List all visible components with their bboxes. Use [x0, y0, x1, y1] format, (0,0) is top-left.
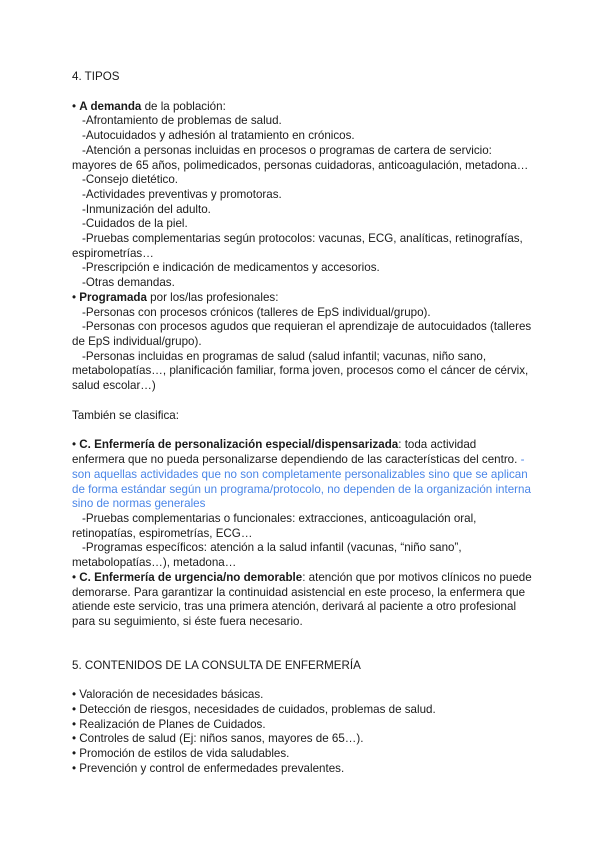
urgencia-paragraph — [72, 571, 532, 630]
document-page — [72, 70, 532, 777]
especial-paragraph — [72, 438, 532, 512]
contenido-item: • Detección de riesgos, necesidades de cuidados, problemas de salud. — [72, 703, 436, 717]
tambien-clasifica: También se clasifica: — [72, 408, 179, 422]
section-5-title: 5. CONTENIDOS DE LA CONSULTA DE ENFERMERÍA — [72, 658, 361, 672]
programada-heading — [72, 291, 532, 306]
demanda-bold: A demanda — [79, 99, 142, 113]
especial-note: -son aquellas actividades que no son completamente personalizables sino que se aplican de forma estándar según un programa/protocolo, no dependen de la organización interna sino de normas generales — [72, 453, 531, 511]
programada-item: -Personas incluidas en programas de salud (salud infantil; vacunas, niño sano, metabolopatías…, planificación familiar, forma joven, procesos como el cáncer de cérvix, salud escolar…) — [72, 349, 529, 393]
especial-bold: C. Enfermería de personalización especial/dispensarizada — [79, 438, 399, 452]
demanda-item: -Prescripción e indicación de medicamentos y accesorios. — [82, 261, 380, 275]
contenido-item: • Prevención y control de enfermedades prevalentes. — [72, 761, 345, 775]
especial-item: -Programas específicos: atención a la salud infantil (vacunas, “niño sano”, metabolopatías…), metadona… — [72, 541, 462, 570]
programada-bold: Programada — [79, 290, 147, 304]
demanda-item: -Inmunización del adulto. — [82, 202, 211, 216]
especial-item: -Pruebas complementarias o funcionales: extracciones, anticoagulación oral, retinopatías, espirometrías, ECG… — [72, 511, 477, 540]
demanda-item: -Actividades preventivas y promotoras. — [82, 187, 282, 201]
demanda-item: -Autocuidados y adhesión al tratamiento en crónicos. — [82, 129, 355, 143]
urgencia-rest: : atención que por motivos clínicos no puede demorarse. Para garantizar la continuidad asistencial en este proceso, la enfermera que atiende este servicio, tras una primera atención, derivará al paciente a otro profesional para su seguimiento, si éste fuera necesario. — [72, 570, 532, 628]
programada-bullet: • — [72, 290, 77, 304]
demanda-item: -Consejo dietético. — [82, 173, 179, 187]
programada-item: -Personas con procesos crónicos (talleres de EpS individual/grupo). — [82, 305, 431, 319]
demanda-heading — [72, 100, 532, 115]
contenido-item: • Realización de Planes de Cuidados. — [72, 717, 266, 731]
programada-rest: por los/las profesionales: — [146, 290, 279, 304]
especial-bullet: • — [72, 438, 77, 452]
especial-rest: : toda actividad enfermera que no pueda personalizarse dependiendo de las características del centro. — [72, 438, 518, 467]
demanda-item: -Otras demandas. — [82, 276, 175, 290]
demanda-bullet: • — [72, 99, 77, 113]
demanda-item: -Pruebas complementarias según protocolos: vacunas, ECG, analíticas, retinografías, espirometrías… — [72, 232, 523, 260]
demanda-item: -Afrontamiento de problemas de salud. — [82, 114, 282, 128]
programada-item: -Personas con procesos agudos que requieran el aprendizaje de autocuidados (talleres de EpS individual/grupo). — [72, 320, 532, 348]
urgencia-bullet: • — [72, 570, 77, 584]
section-4-title: 4. TIPOS — [72, 70, 120, 83]
contenido-item: • Promoción de estilos de vida saludables. — [72, 747, 290, 761]
demanda-item: -Atención a personas incluidas en procesos o programas de cartera de servicio: mayores de 65 años, polimedicados, personas cuidadoras, anticoagulación, metadona… — [72, 143, 529, 172]
urgencia-bold: C. Enfermería de urgencia/no demorable — [79, 570, 303, 584]
demanda-item: -Cuidados de la piel. — [82, 217, 188, 231]
contenido-item: • Valoración de necesidades básicas. — [72, 688, 264, 702]
contenido-item: • Controles de salud (Ej: niños sanos, mayores de 65…). — [72, 732, 364, 746]
demanda-rest: de la población: — [141, 99, 226, 113]
